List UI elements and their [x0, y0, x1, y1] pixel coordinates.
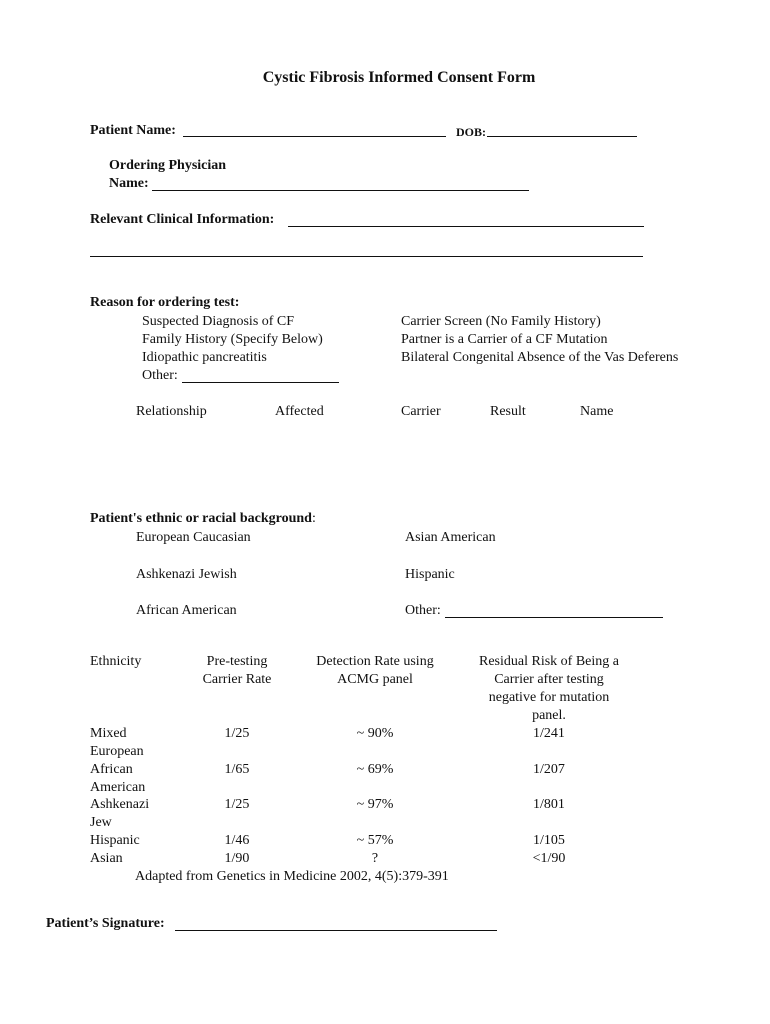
table-header-residual-line1: Residual Risk of Being a [479, 654, 619, 669]
table-row-carrier-rate: 1/46 [224, 833, 250, 848]
ethnic-other-field[interactable] [445, 617, 663, 618]
reason-option-cbavd[interactable]: Bilateral Congenital Absence of the Vas Deferens [401, 350, 679, 365]
table-row-carrier-rate: 1/90 [224, 851, 250, 866]
table-header-residual-line3: negative for mutation [488, 690, 610, 705]
table-header-detection-rate [300, 653, 450, 689]
family-col-relationship: Relationship [136, 404, 207, 419]
table-row-ethnicity: Mixed [90, 726, 127, 741]
table-header-ethnicity: Ethnicity [90, 654, 142, 669]
table-header-residual-line2: Carrier after testing [494, 672, 604, 687]
table-row-residual: 1/241 [533, 726, 565, 741]
table-row-residual: 1/105 [533, 833, 565, 848]
table-row-carrier-rate: 1/25 [224, 726, 250, 741]
ethnic-option-european-caucasian[interactable]: European Caucasian [136, 530, 251, 545]
reason-option-suspected-cf[interactable]: Suspected Diagnosis of CF [142, 314, 295, 329]
table-row-ethnicity: African [90, 762, 133, 777]
patient-name-field[interactable] [183, 136, 446, 137]
table-row-detection: ~ 69% [356, 762, 394, 777]
table-row-detection: ? [371, 851, 379, 866]
ordering-physician-field[interactable] [152, 190, 529, 191]
patient-name-label: Patient Name: [90, 123, 176, 138]
table-row-ethnicity-cont: European [90, 744, 144, 759]
table-row-residual: 1/801 [533, 797, 565, 812]
table-row-residual: <1/90 [532, 851, 566, 866]
reason-option-partner-carrier[interactable]: Partner is a Carrier of a CF Mutation [401, 332, 608, 347]
family-col-carrier: Carrier [401, 404, 441, 419]
ethnic-heading-colon: : [311, 511, 316, 526]
table-row-ethnicity: Ashkenazi [90, 797, 150, 812]
ordering-physician-name-label: Name: [109, 176, 149, 191]
reason-option-family-history[interactable]: Family History (Specify Below) [142, 332, 323, 347]
ethnic-option-hispanic[interactable]: Hispanic [405, 567, 455, 582]
table-row-ethnicity-cont: Jew [90, 815, 112, 830]
reason-option-other[interactable]: Other: [142, 368, 178, 383]
table-header-detection-line1: Detection Rate using [316, 654, 434, 669]
family-col-affected: Affected [275, 404, 324, 419]
family-col-name: Name [580, 404, 614, 419]
page-title: Cystic Fibrosis Informed Consent Form [262, 69, 536, 86]
table-header-detection-line2: ACMG panel [337, 672, 413, 687]
ethnic-option-ashkenazi-jewish[interactable]: Ashkenazi Jewish [136, 567, 237, 582]
reason-heading: Reason for ordering test: [90, 295, 240, 310]
table-row-detection: ~ 57% [356, 833, 394, 848]
reason-option-carrier-screen[interactable]: Carrier Screen (No Family History) [401, 314, 601, 329]
table-row-carrier-rate: 1/25 [224, 797, 250, 812]
ethnic-heading-text: Patient's ethnic or racial background [90, 511, 312, 526]
table-source-note: Adapted from Genetics in Medicine 2002, 4(5):379-391 [135, 869, 449, 884]
table-row-residual: 1/207 [533, 762, 565, 777]
table-header-residual-risk [462, 653, 636, 725]
table-row-ethnicity: Hispanic [90, 833, 140, 848]
reason-option-idiopathic-pancreatitis[interactable]: Idiopathic pancreatitis [142, 350, 267, 365]
signature-label: Patient’s Signature: [46, 916, 165, 931]
clinical-info-field[interactable] [288, 226, 644, 227]
table-row-detection: ~ 97% [356, 797, 394, 812]
signature-field[interactable] [175, 930, 497, 931]
table-header-carrier-rate-line1: Pre-testing [206, 654, 268, 669]
reason-other-field[interactable] [182, 382, 339, 383]
table-row-ethnicity-cont: American [90, 780, 146, 795]
clinical-info-label: Relevant Clinical Information: [90, 212, 275, 227]
clinical-info-field-line2[interactable] [90, 256, 643, 257]
dob-label: DOB: [456, 125, 486, 139]
table-header-residual-line4: panel. [532, 708, 566, 723]
table-row-detection: ~ 90% [356, 726, 394, 741]
table-row-ethnicity: Asian [90, 851, 123, 866]
table-header-carrier-rate-line2: Carrier Rate [202, 672, 272, 687]
table-header-carrier-rate [178, 653, 296, 689]
ethnic-option-african-american[interactable]: African American [136, 603, 237, 618]
table-row-carrier-rate: 1/65 [224, 762, 250, 777]
dob-field[interactable] [487, 136, 637, 137]
ethnic-option-other[interactable]: Other: [405, 603, 441, 618]
family-col-result: Result [490, 404, 526, 419]
ethnic-heading [90, 510, 316, 528]
ethnic-option-asian-american[interactable]: Asian American [405, 530, 496, 545]
ordering-physician-label: Ordering Physician [109, 158, 227, 173]
